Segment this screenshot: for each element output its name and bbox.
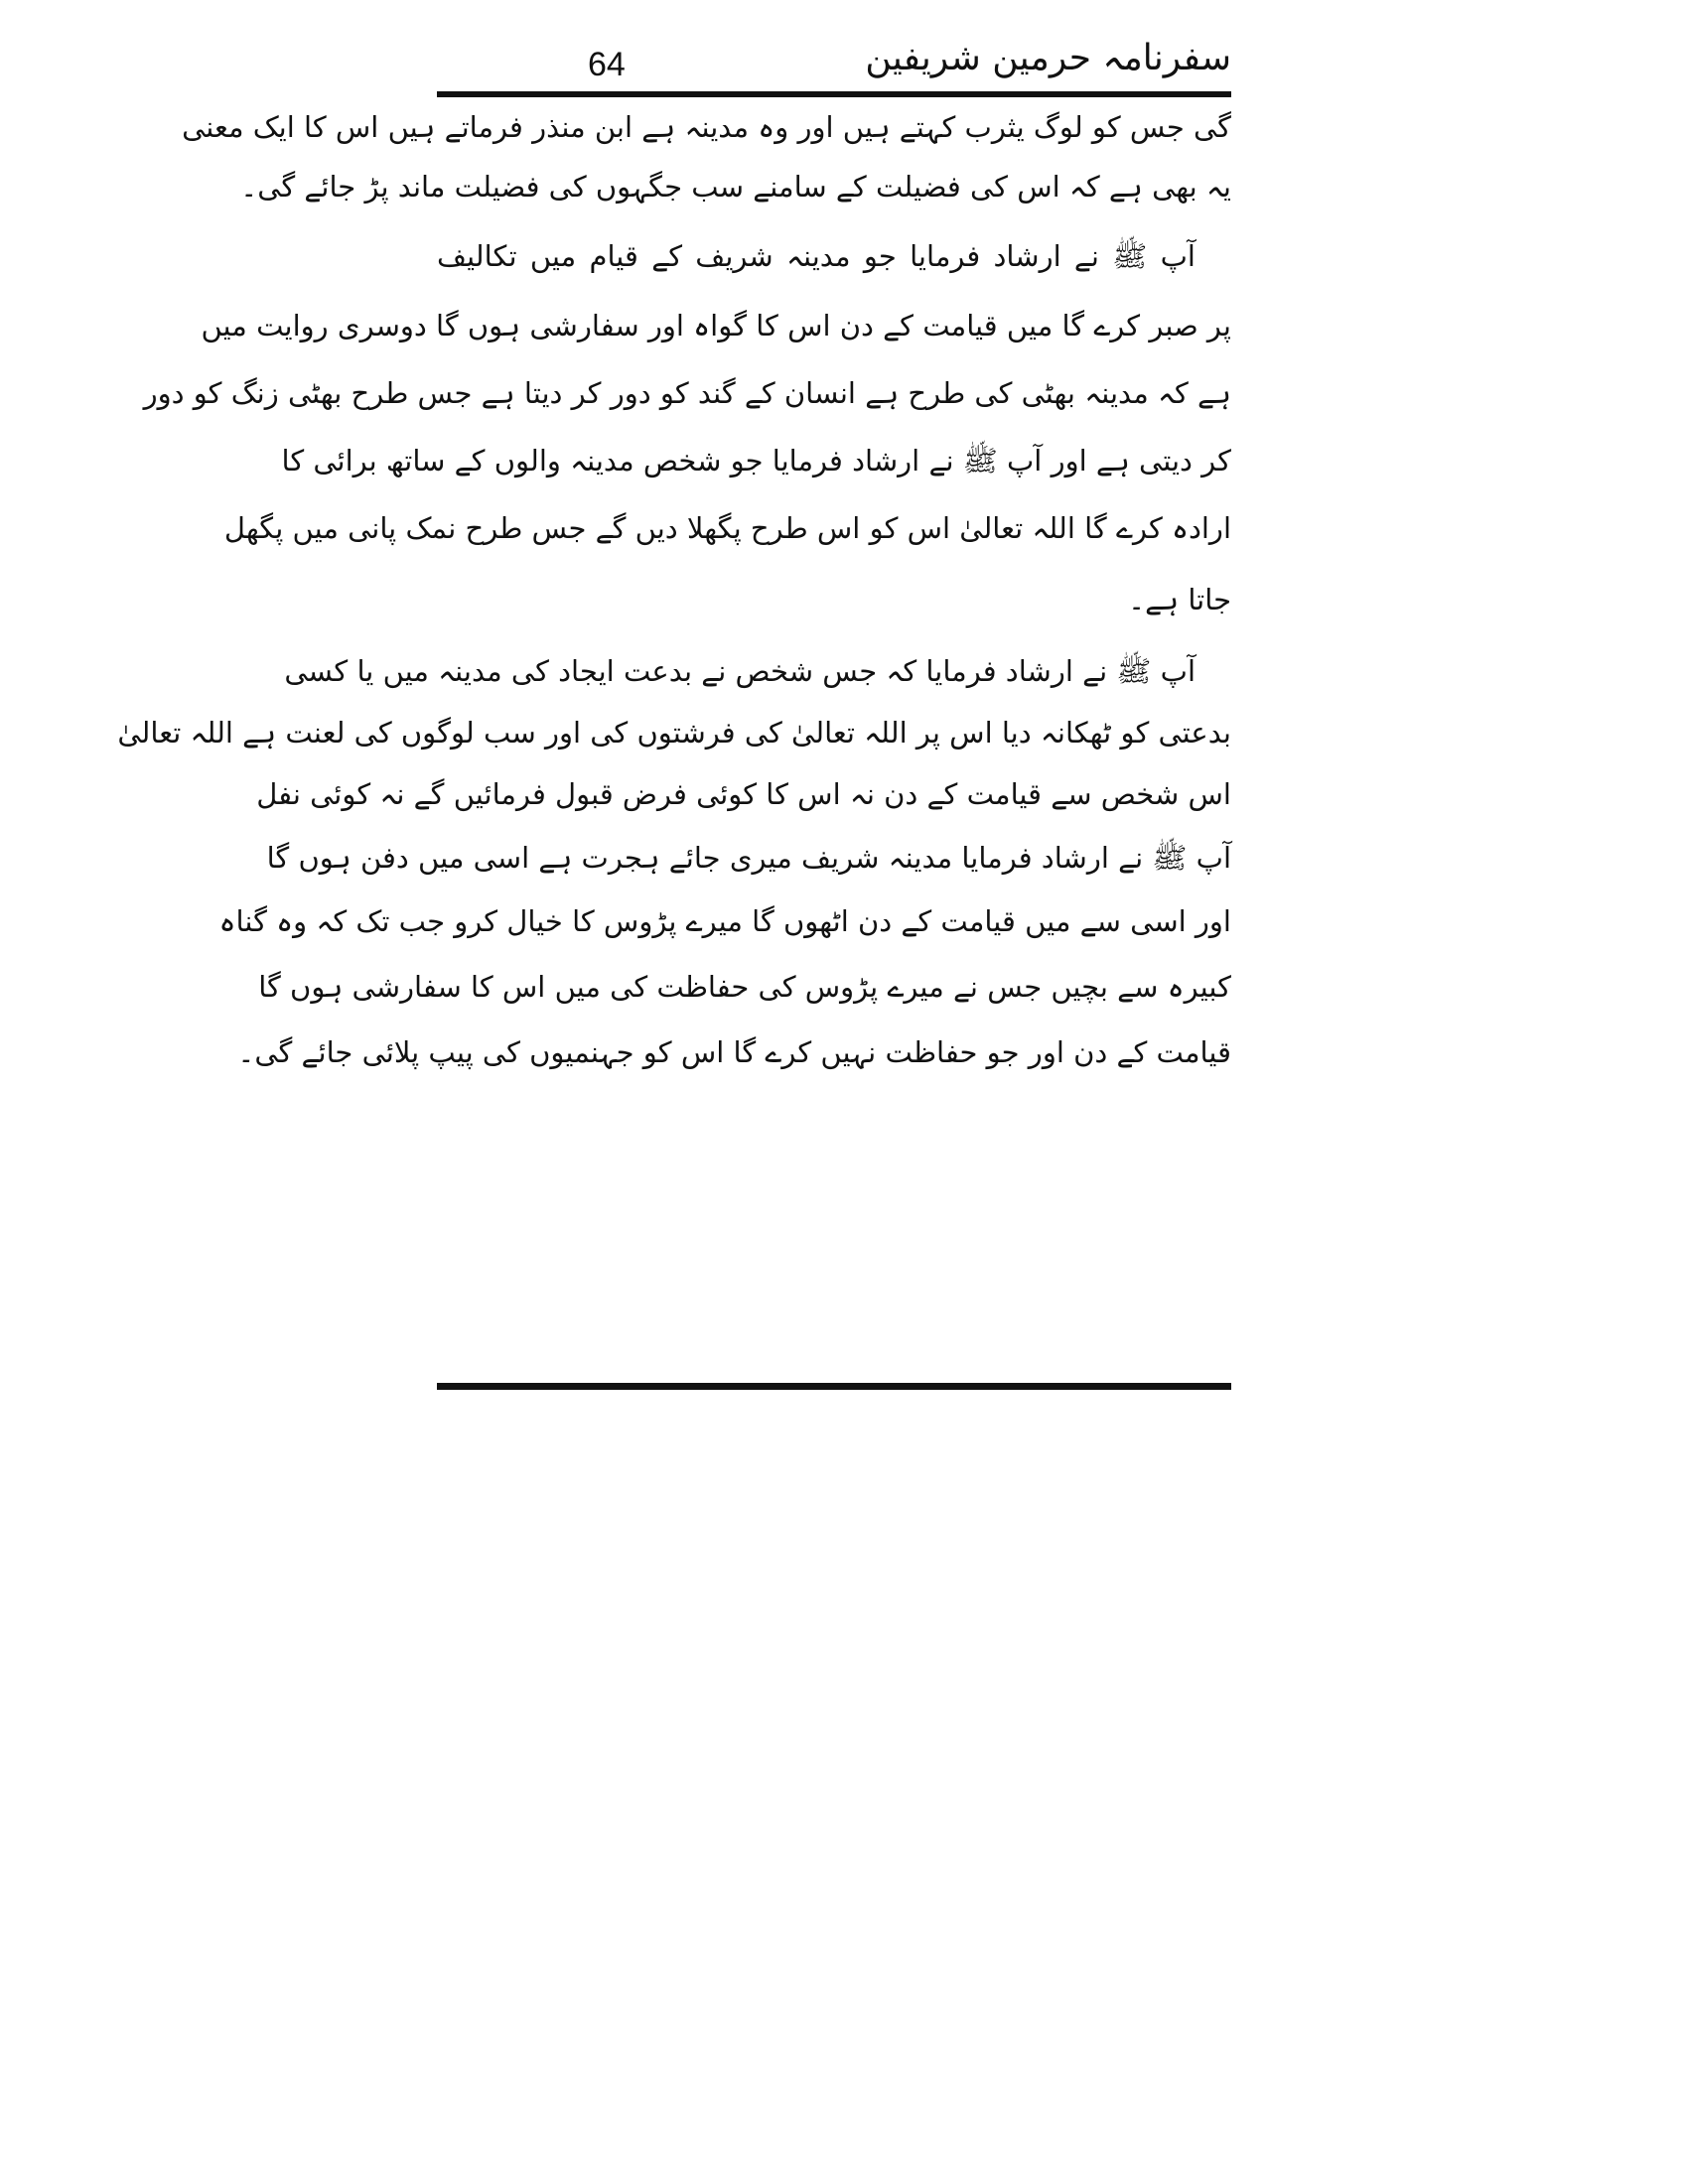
book-title: سفرنامہ حرمین شریفین bbox=[865, 38, 1231, 78]
body-text bbox=[117, 99, 1231, 1231]
page-header bbox=[437, 38, 1231, 97]
text-line: پر صبر کرے گا میں قیامت کے دن اس کا گواہ اور سفارشی ہوں گا دوسری روایت میں bbox=[201, 309, 1231, 342]
text-line: اور اسی سے میں قیامت کے دن اٹھوں گا میرے پڑوس کا خیال کرو جب تک کہ وہ گناہ bbox=[218, 904, 1231, 938]
text-line: اس شخص سے قیامت کے دن نہ اس کا کوئی فرض قبول فرمائیں گے نہ کوئی نفل bbox=[256, 777, 1231, 811]
header-rule bbox=[437, 91, 1231, 97]
text-line: گی جس کو لوگ یثرب کہتے ہیں اور وہ مدینہ ہے ابن منذر فرماتے ہیں اس کا ایک معنی bbox=[182, 110, 1231, 144]
text-line: کر دیتی ہے اور آپ ﷺ نے ارشاد فرمایا جو شخص مدینہ والوں کے ساتھ برائی کا bbox=[281, 444, 1231, 478]
footer-rule bbox=[437, 1383, 1231, 1390]
text-line: قیامت کے دن اور جو حفاظت نہیں کرے گا اس کو جہنمیوں کی پیپ پلائی جائے گی۔ bbox=[237, 1035, 1231, 1069]
text-line: یہ بھی ہے کہ اس کی فضیلت کے سامنے سب جگہوں کی فضیلت ماند پڑ جائے گی۔ bbox=[240, 170, 1231, 204]
text-line: بدعتی کو ٹھکانہ دیا اس پر اللہ تعالیٰ کی فرشتوں کی اور سب لوگوں کی لعنت ہے اللہ تعالیٰ bbox=[117, 716, 1231, 750]
text-line: آپ ﷺ نے ارشاد فرمایا جو مدینہ شریف کے قیام میں تکالیف bbox=[437, 239, 1196, 273]
text-line: کبیرہ سے بچیں جس نے میرے پڑوس کی حفاظت کی میں اس کا سفارشی ہوں گا bbox=[258, 970, 1231, 1004]
text-line: جاتا ہے۔ bbox=[1128, 583, 1231, 616]
text-line: ہے کہ مدینہ بھٹی کی طرح ہے انسان کے گند کو دور کر دیتا ہے جس طرح بھٹی زنگ کو دور bbox=[143, 376, 1231, 410]
page-number: 64 bbox=[588, 46, 626, 83]
text-line: ارادہ کرے گا اللہ تعالیٰ اس کو اس طرح پگھلا دیں گے جس طرح نمک پانی میں پگھل bbox=[223, 511, 1231, 545]
text-line: آپ ﷺ نے ارشاد فرمایا مدینہ شریف میری جائے ہجرت ہے اسی میں دفن ہوں گا bbox=[266, 841, 1231, 875]
text-line: آپ ﷺ نے ارشاد فرمایا کہ جس شخص نے بدعت ایجاد کی مدینہ میں یا کسی bbox=[284, 654, 1196, 688]
